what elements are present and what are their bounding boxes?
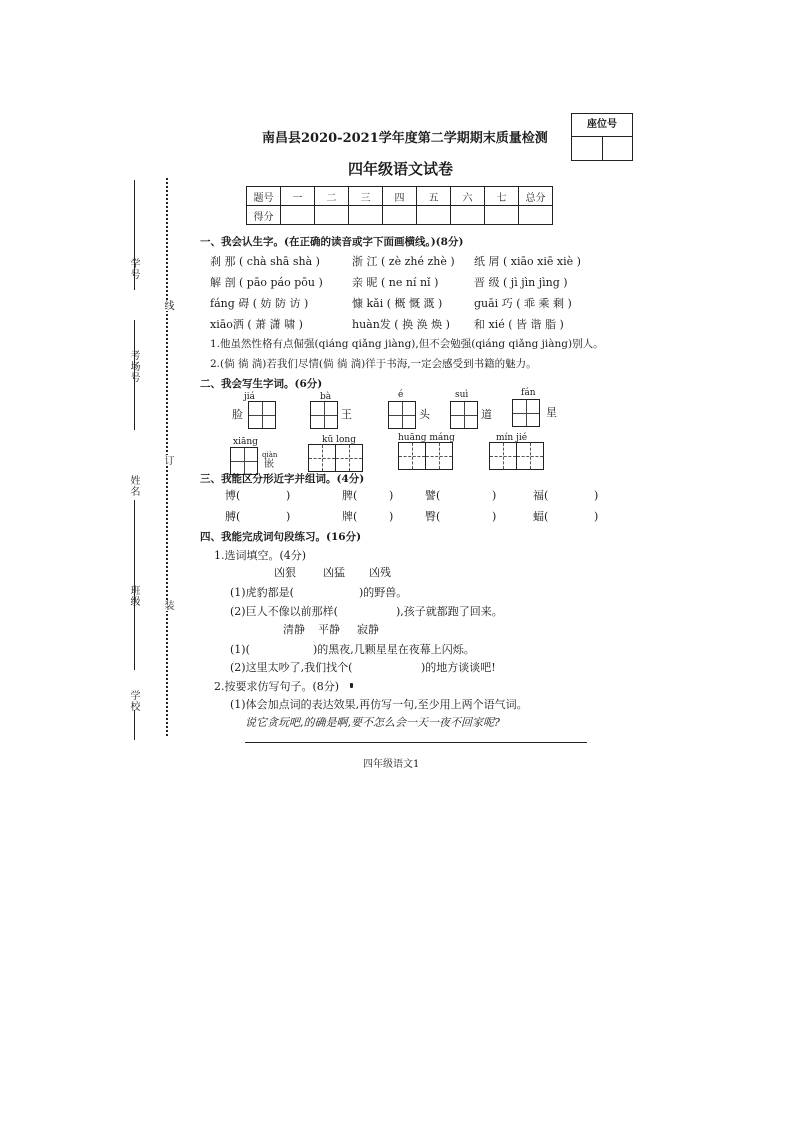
sentence-end: )的野兽。 bbox=[359, 586, 408, 599]
sec3-paren: ) bbox=[594, 489, 599, 502]
sec3-char: 牌( bbox=[342, 510, 358, 523]
tianzige-box[interactable] bbox=[230, 447, 258, 475]
exam-subtitle: 四年级语文试卷 bbox=[348, 160, 454, 178]
sec3-paren: ) bbox=[594, 510, 599, 523]
score-row-label: 得分 bbox=[247, 206, 281, 225]
sec1-item: 刹 那 ( chà shā shà ) bbox=[210, 255, 320, 268]
sec1-item: 亲 昵 ( ne ní nǐ ) bbox=[352, 276, 439, 289]
tianzige-box[interactable] bbox=[512, 399, 540, 427]
sec3-char: 膊( bbox=[225, 510, 241, 523]
field-name: 姓名 bbox=[128, 475, 139, 497]
sec3-char: 福( bbox=[533, 489, 549, 502]
score-cell[interactable] bbox=[315, 206, 349, 225]
given-char: 道 bbox=[481, 408, 492, 421]
tianzige-box[interactable] bbox=[248, 401, 276, 429]
given-char: 星 bbox=[546, 406, 557, 419]
answer-line bbox=[245, 742, 587, 743]
sec1-item: 慷 kǎi ( 概 慨 溉 ) bbox=[352, 297, 443, 310]
field-school: 学校 bbox=[128, 690, 139, 712]
score-header-cell: 三 bbox=[349, 187, 383, 206]
field-exam-room: 考场号 bbox=[128, 350, 139, 383]
pinyin-label: bà bbox=[320, 392, 332, 402]
tianzige-box[interactable] bbox=[450, 401, 478, 429]
field-student-id: 学号 bbox=[128, 258, 139, 280]
sentence-end: ),孩子就都跑了回来。 bbox=[396, 605, 503, 618]
pinyin-label: xiāng bbox=[233, 437, 258, 447]
pinyin-label: mín jié bbox=[496, 433, 528, 443]
score-header-cell: 题号 bbox=[247, 187, 281, 206]
field-line-school bbox=[134, 710, 135, 740]
sec1-item: guāi 巧 ( 乖 乘 剩 ) bbox=[474, 297, 572, 310]
pinyin-label: huāng máng bbox=[398, 433, 455, 443]
seat-number-label: 座位号 bbox=[572, 114, 632, 137]
given-char: 王 bbox=[341, 408, 352, 421]
stray-mark bbox=[350, 683, 353, 688]
sec3-paren: ) bbox=[389, 510, 394, 523]
binding-mark-bind: 装 bbox=[162, 600, 173, 611]
sec4-sub2: 2.按要求仿写句子。(8分) bbox=[214, 680, 340, 693]
sec1-item: 晋 级 ( jì jìn jìng ) bbox=[474, 276, 568, 289]
section4-title: 四、我能完成词句段练习。(16分) bbox=[200, 531, 362, 543]
given-char: 嵌 bbox=[264, 459, 274, 470]
score-cell[interactable] bbox=[485, 206, 519, 225]
sec3-paren: ) bbox=[492, 489, 497, 502]
score-cell[interactable] bbox=[349, 206, 383, 225]
sec1-sentence-1: 1.他虽然性格有点倔强(qiáng qiǎng jiàng),但不会勉强(qiáng qiǎng jiàng)别人。 bbox=[210, 338, 604, 350]
sec1-item: 和 xié ( 皆 谐 脂 ) bbox=[474, 318, 564, 331]
word-choice: 清静 bbox=[283, 623, 305, 636]
sec1-item: 浙 江 ( zè zhé zhè ) bbox=[352, 255, 455, 268]
sec3-char: 譬( bbox=[425, 489, 441, 502]
tianzige-box[interactable] bbox=[425, 442, 453, 470]
sec1-item: huàn发 ( 换 涣 焕 ) bbox=[352, 318, 450, 331]
section2-title: 二、我会写生字词。(6分) bbox=[200, 378, 323, 390]
section3-title: 三、我能区分形近字并组词。(4分) bbox=[200, 473, 365, 485]
tianzige-box[interactable] bbox=[335, 444, 363, 472]
sec1-item: 解 剖 ( pāo páo pōu ) bbox=[210, 276, 323, 289]
sec3-paren: ) bbox=[492, 510, 497, 523]
sentence-end: )的黑夜,几颗星星在夜幕上闪烁。 bbox=[313, 643, 475, 656]
score-cell[interactable] bbox=[519, 206, 553, 225]
section1-title: 一、我会认生字。(在正确的读音或字下面画横线。)(8分) bbox=[200, 236, 464, 248]
word-choice: 平静 bbox=[318, 623, 340, 636]
given-char: 脸 bbox=[232, 408, 243, 421]
word-choice: 凶残 bbox=[369, 566, 391, 579]
seat-number-box[interactable] bbox=[571, 113, 633, 161]
sentence-start: (1)( bbox=[230, 643, 250, 656]
score-cell[interactable] bbox=[383, 206, 417, 225]
pinyin-label: suì bbox=[455, 390, 469, 400]
sentence-end: )的地方谈谈吧! bbox=[421, 661, 496, 674]
pinyin-label-small: qiàn bbox=[262, 451, 278, 459]
sec3-char: 脾( bbox=[342, 489, 358, 502]
given-char: 头 bbox=[419, 408, 430, 421]
sec3-paren: ) bbox=[286, 510, 291, 523]
word-choice: 凶狠 bbox=[274, 566, 296, 579]
score-header-cell: 七 bbox=[485, 187, 519, 206]
score-header-cell: 总分 bbox=[519, 187, 553, 206]
sec3-char: 博( bbox=[225, 489, 241, 502]
binding-mark-line: 线 bbox=[162, 300, 173, 311]
field-line-name bbox=[134, 500, 135, 570]
sec4-sub1: 1.选词填空。(4分) bbox=[214, 549, 307, 562]
tianzige-box[interactable] bbox=[489, 442, 517, 470]
page-footer: 四年级语文1 bbox=[363, 759, 420, 770]
exam-title: 南昌县2020-2021学年度第二学期期末质量检测 bbox=[262, 131, 548, 146]
score-header-cell: 一 bbox=[281, 187, 315, 206]
sec3-char: 蝠( bbox=[533, 510, 549, 523]
score-cell[interactable] bbox=[417, 206, 451, 225]
sec1-sentence-2: 2.(倘 徜 淌)若我们尽情(倘 徜 淌)徉于书海,一定会感受到书籍的魅力。 bbox=[210, 358, 537, 370]
pinyin-label: é bbox=[398, 390, 404, 400]
example-sentence: 说它贪玩吧,的确是啊,要不怎么会一天一夜不回家呢? bbox=[245, 716, 500, 729]
sec4-instruction: (1)体会加点词的表达效果,再仿写一句,至少用上两个语气词。 bbox=[230, 698, 528, 711]
tianzige-box[interactable] bbox=[388, 401, 416, 429]
sec1-item: xiāo洒 ( 萧 潇 啸 ) bbox=[210, 318, 303, 331]
score-table bbox=[246, 186, 553, 225]
seat-number-divider bbox=[602, 137, 603, 160]
score-header-cell: 四 bbox=[383, 187, 417, 206]
sec3-char: 臀( bbox=[425, 510, 441, 523]
field-class: 班级 bbox=[128, 585, 139, 607]
pinyin-label: kū long bbox=[322, 435, 356, 445]
score-cell[interactable] bbox=[451, 206, 485, 225]
sec1-item: 纸 屑 ( xiāo xiē xiè ) bbox=[474, 255, 581, 268]
pinyin-label: fán bbox=[521, 388, 536, 398]
tianzige-box[interactable] bbox=[308, 444, 336, 472]
binding-mark-staple: 订 bbox=[162, 455, 173, 466]
score-cell[interactable] bbox=[281, 206, 315, 225]
word-choice: 寂静 bbox=[357, 623, 379, 636]
sec3-paren: ) bbox=[389, 489, 394, 502]
sentence-start: (1)虎豹都是( bbox=[230, 586, 294, 599]
score-header-cell: 五 bbox=[417, 187, 451, 206]
sentence-start: (2)这里太吵了,我们找个( bbox=[230, 661, 353, 674]
score-header-cell: 二 bbox=[315, 187, 349, 206]
sec3-paren: ) bbox=[286, 489, 291, 502]
score-header-cell: 六 bbox=[451, 187, 485, 206]
sec1-item: fáng 碍 ( 妨 防 访 ) bbox=[210, 297, 309, 310]
pinyin-label: jiá bbox=[244, 392, 256, 402]
tianzige-box[interactable] bbox=[398, 442, 426, 470]
sentence-start: (2)巨人不像以前那样( bbox=[230, 605, 338, 618]
tianzige-box[interactable] bbox=[516, 442, 544, 470]
word-choice: 凶猛 bbox=[323, 566, 345, 579]
tianzige-box[interactable] bbox=[310, 401, 338, 429]
